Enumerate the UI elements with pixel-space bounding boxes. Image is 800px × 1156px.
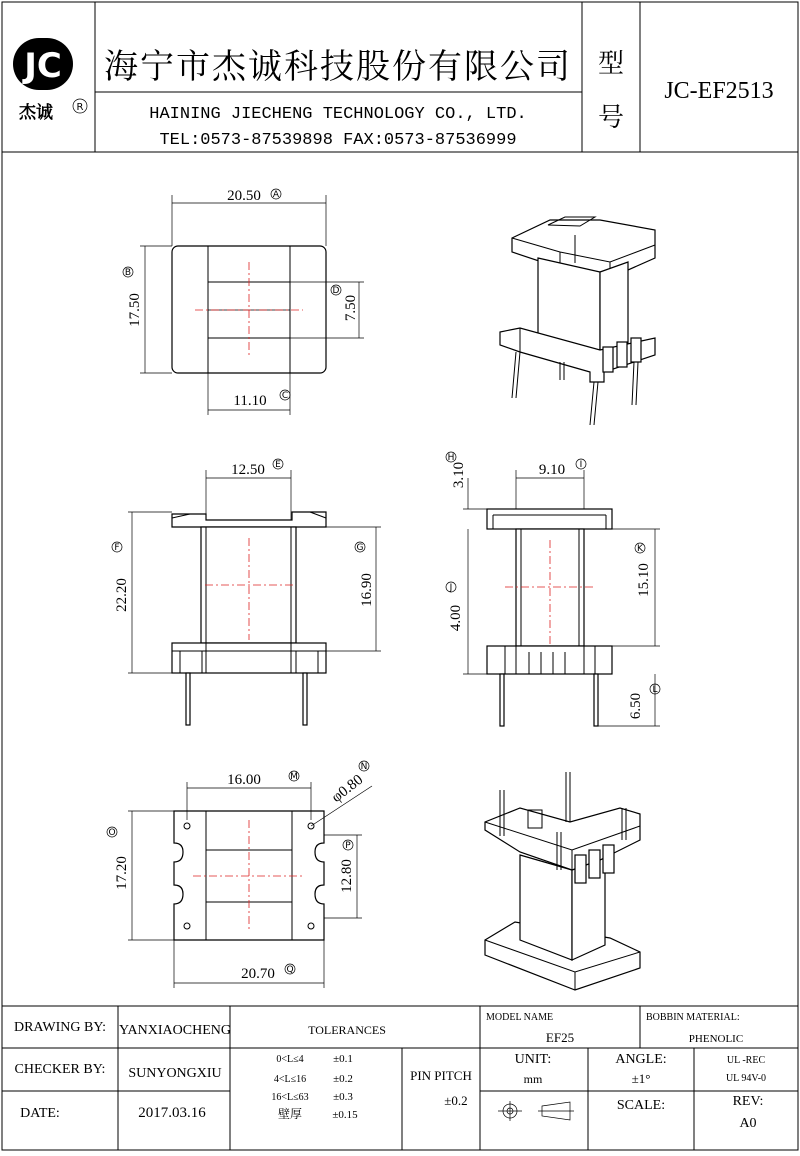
dim-a: 20.50 xyxy=(227,188,261,204)
model-name-value: EF25 xyxy=(545,1030,575,1045)
logo-text: JC xyxy=(24,46,62,86)
svg-text:E: E xyxy=(275,460,281,470)
svg-text:O: O xyxy=(108,828,116,838)
svg-text:±0.1: ±0.1 xyxy=(333,1053,353,1065)
svg-text:D: D xyxy=(332,286,340,296)
dim-o: 17.20 xyxy=(114,856,130,890)
dim-q: 20.70 xyxy=(241,966,275,982)
front-view xyxy=(112,459,381,725)
svg-text:M: M xyxy=(290,772,298,782)
bobbin-material-label: BOBBIN MATERIAL: xyxy=(646,1012,740,1023)
svg-text:Q: Q xyxy=(286,965,294,975)
dim-i: 9.10 xyxy=(538,462,566,478)
date-label: DATE: xyxy=(20,1106,60,1121)
dim-j: 4.00 xyxy=(448,604,464,632)
dim-d: 7.50 xyxy=(343,294,359,322)
svg-text:H: H xyxy=(447,453,455,463)
dim-k: 15.10 xyxy=(636,563,652,597)
unit-label: UNIT: xyxy=(514,1052,552,1067)
dim-p: 12.80 xyxy=(339,859,355,893)
company-name-cn: 海宁市杰诚科技股份有限公司 xyxy=(104,47,572,87)
isometric-view-top xyxy=(500,217,655,425)
dim-e: 12.50 xyxy=(231,462,265,478)
bottom-view xyxy=(107,761,372,988)
checker-by-label: CHECKER BY: xyxy=(14,1062,106,1077)
svg-text:±0.3: ±0.3 xyxy=(333,1091,353,1103)
svg-text:K: K xyxy=(637,544,643,554)
model-code: JC-EF2513 xyxy=(664,78,774,104)
model-label-2: 号 xyxy=(597,103,625,133)
svg-text:N: N xyxy=(360,762,368,772)
svg-text:4<L≤16: 4<L≤16 xyxy=(273,1074,307,1085)
projection-symbol xyxy=(498,1101,574,1121)
svg-text:±0.15: ±0.15 xyxy=(332,1109,358,1121)
model-name-label: MODEL NAME xyxy=(486,1012,554,1023)
date-value: 2017.03.16 xyxy=(138,1105,206,1121)
tolerances-label: TOLERANCES xyxy=(308,1023,386,1037)
pin-pitch-label: PIN PITCH xyxy=(410,1068,472,1083)
checker-by-value: SUNYONGXIU xyxy=(128,1066,222,1081)
model-label-1: 型 xyxy=(597,49,625,79)
company-name-en: HAINING JIECHENG TECHNOLOGY CO., LTD. xyxy=(149,105,527,124)
drawing-by-label: DRAWING BY: xyxy=(13,1020,107,1035)
angle-value: ±1° xyxy=(631,1071,651,1086)
bobbin-material-value: PHENOLIC xyxy=(688,1033,744,1045)
unit-value: mm xyxy=(523,1072,543,1086)
company-logo xyxy=(13,38,87,123)
svg-text:I: I xyxy=(579,460,583,470)
scale-label: SCALE: xyxy=(616,1098,666,1113)
svg-text:±0.2: ±0.2 xyxy=(333,1073,353,1085)
svg-text:16<L≤63: 16<L≤63 xyxy=(271,1092,309,1103)
dim-h: 3.10 xyxy=(451,461,467,489)
dim-m: 16.00 xyxy=(227,772,261,788)
svg-text:A: A xyxy=(272,190,280,200)
dim-l: 6.50 xyxy=(628,692,644,720)
svg-text:L: L xyxy=(652,685,658,695)
angle-label: ANGLE: xyxy=(615,1052,667,1067)
logo-subtitle: 杰诚 xyxy=(19,103,53,123)
ul-rec: UL -REC xyxy=(726,1055,766,1066)
title-block xyxy=(2,1006,798,1150)
drawing-by-value: YANXIAOCHENG xyxy=(119,1023,231,1038)
svg-text:B: B xyxy=(124,268,132,278)
side-view xyxy=(446,452,660,726)
registered-mark: R xyxy=(76,102,84,113)
company-contact: TEL:0573-87539898 FAX:0573-87536999 xyxy=(159,131,517,150)
svg-text:0<L≤4: 0<L≤4 xyxy=(276,1054,304,1065)
isometric-view-bottom xyxy=(485,772,640,990)
dim-g: 16.90 xyxy=(359,573,375,607)
ul-94v0: UL 94V-0 xyxy=(725,1073,767,1084)
top-view xyxy=(123,188,364,415)
dim-c: 11.10 xyxy=(233,393,267,409)
svg-text:壁厚: 壁厚 xyxy=(277,1107,303,1121)
rev-value: A0 xyxy=(739,1116,757,1131)
rev-label: REV: xyxy=(732,1094,764,1109)
dim-n: φ0.80 xyxy=(328,771,367,806)
dim-b: 17.50 xyxy=(127,293,143,327)
svg-text:P: P xyxy=(345,841,351,851)
svg-text:G: G xyxy=(356,543,364,553)
svg-text:F: F xyxy=(114,543,120,553)
pin-pitch-value: ±0.2 xyxy=(444,1093,468,1108)
svg-text:J: J xyxy=(449,583,453,593)
dim-f: 22.20 xyxy=(114,578,130,612)
svg-text:C: C xyxy=(281,391,289,401)
